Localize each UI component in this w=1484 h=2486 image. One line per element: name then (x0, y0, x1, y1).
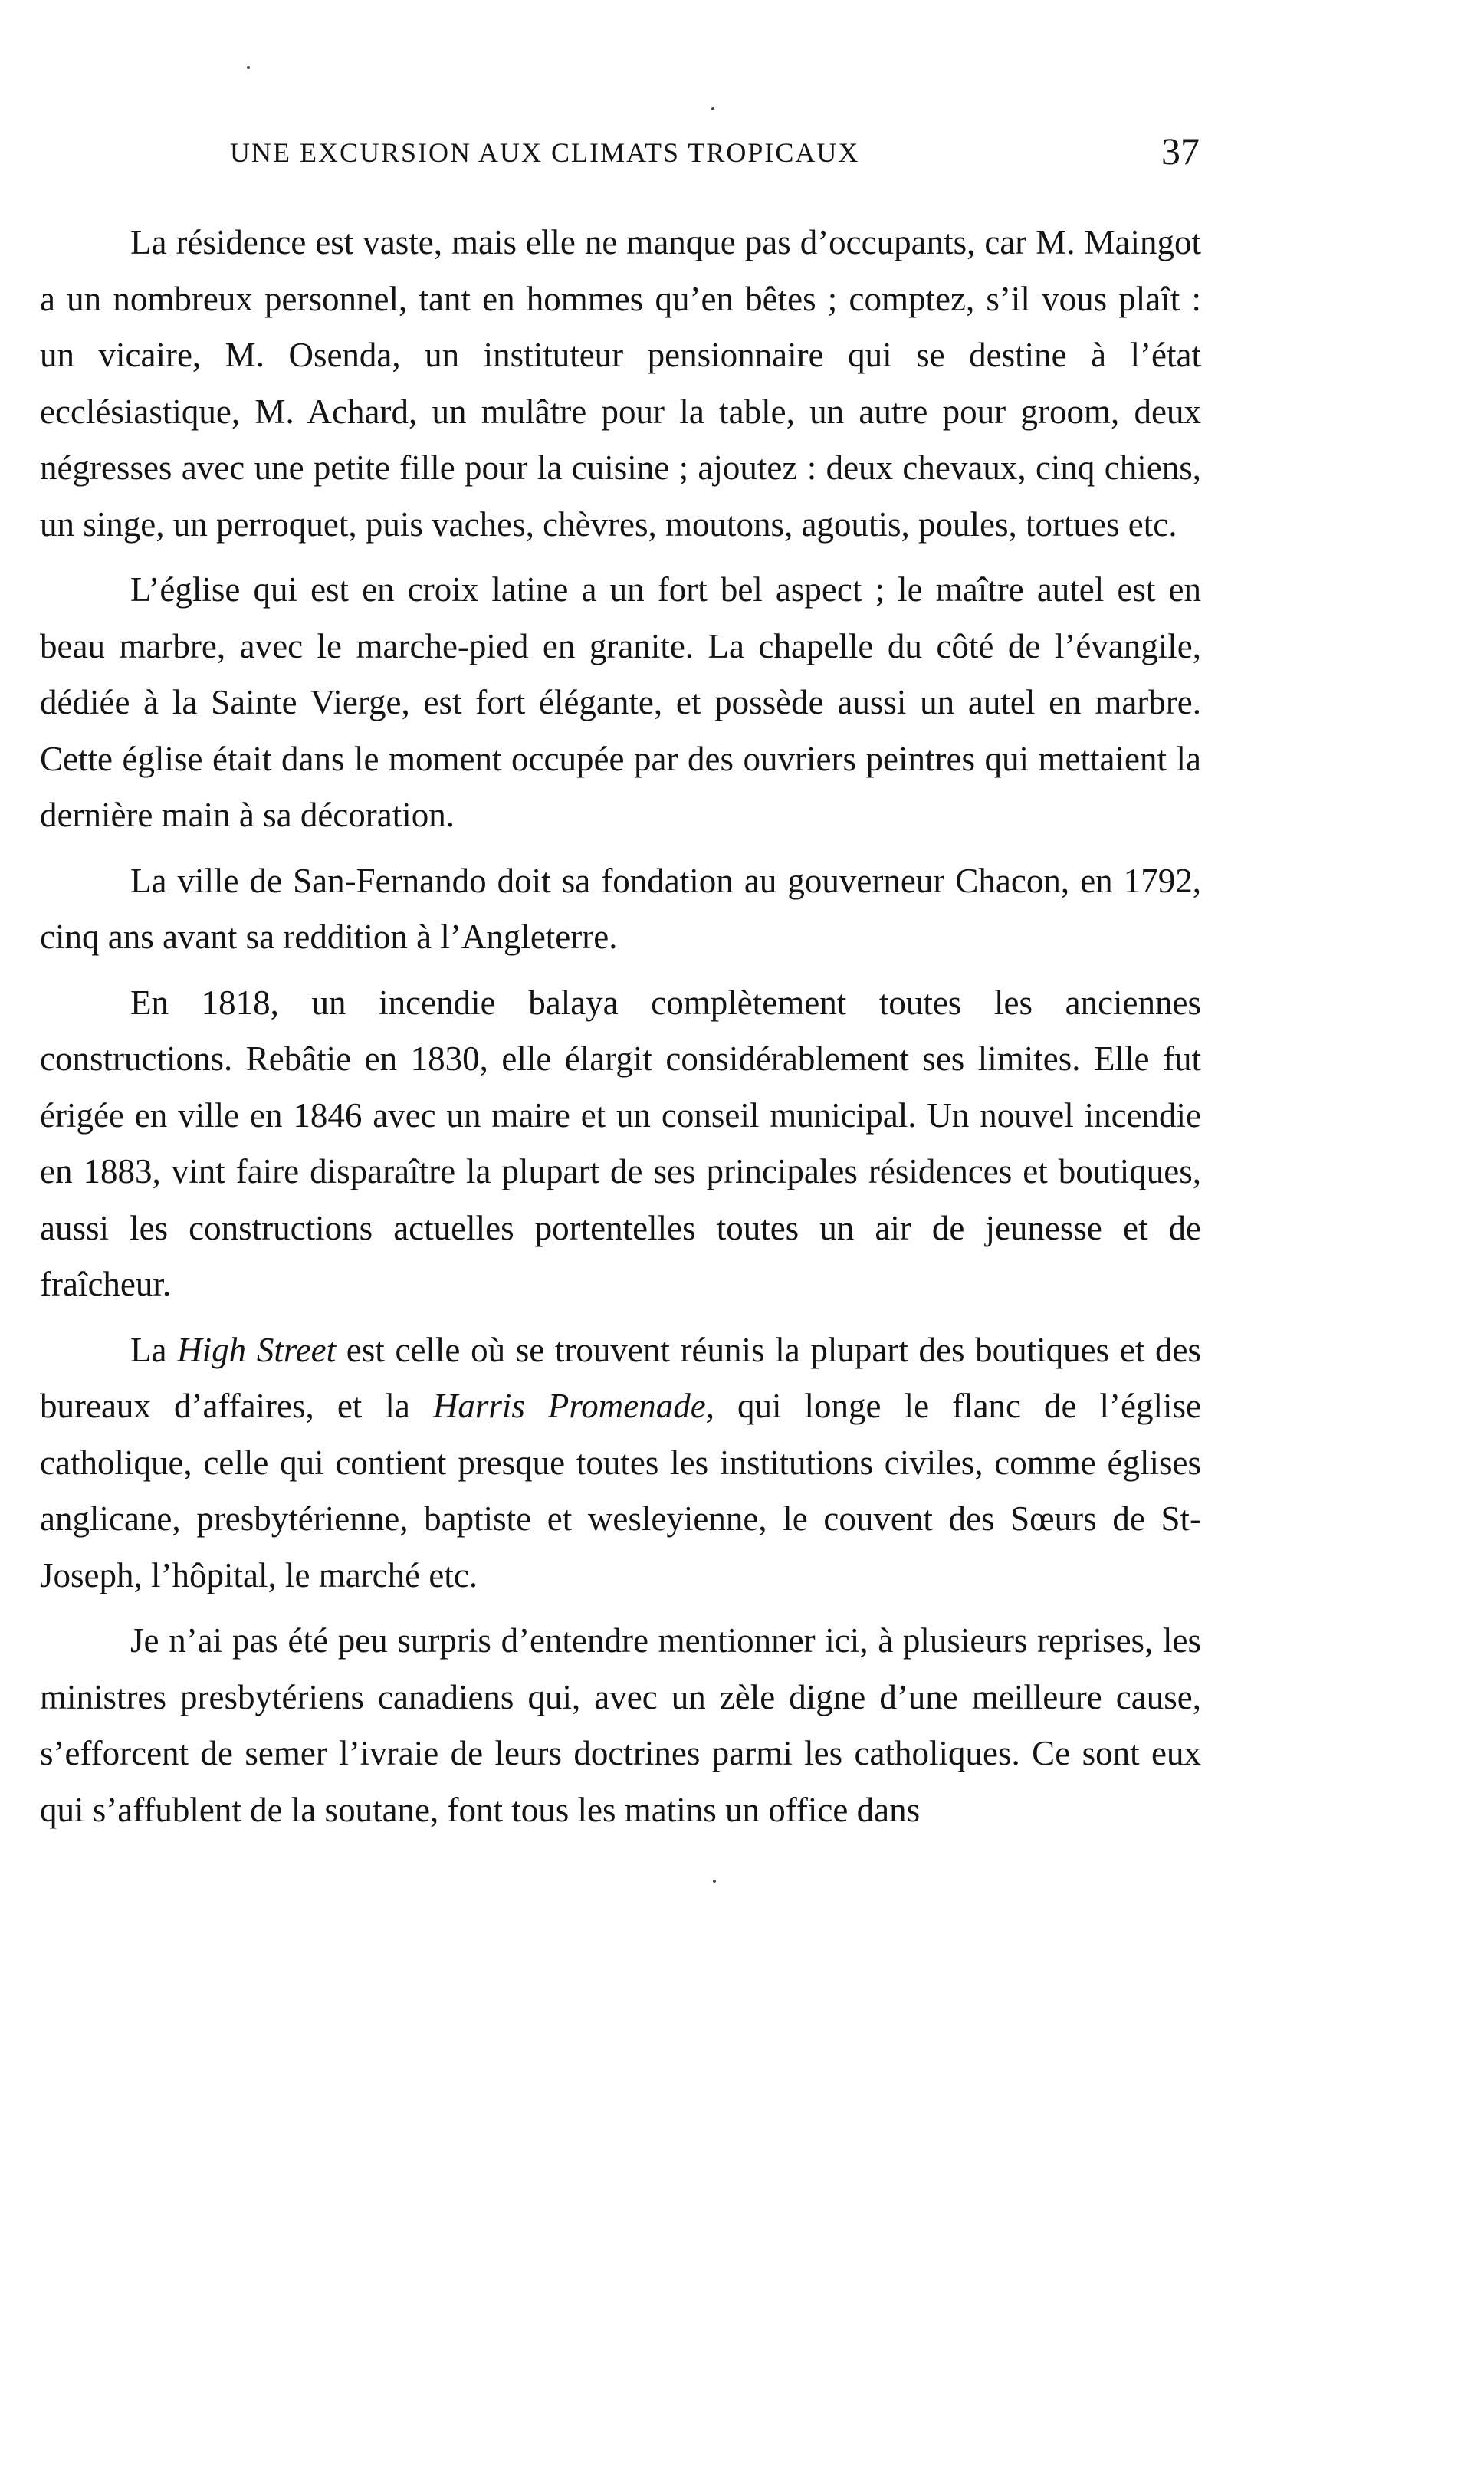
paragraph-5-text: La (130, 1330, 178, 1369)
paragraph-4: En 1818, un incendie balaya complètement toutes les anciennes constructions. Rebâtie en 1830, elle élargit considérablement ses limites. Elle fut érigée en ville en 1846 avec un maire et un conseil municipal. Un nouvel incendie en 1883, vint faire disparaître la plupart de ses principales résidences et boutiques, aussi les constructions actuelles portentelles toutes un air de jeunesse et de fraîcheur. (40, 983, 1201, 1303)
print-speck (247, 66, 250, 69)
paragraph-1: La résidence est vaste, mais elle ne manque pas d’occupants, car M. Maingot a un nombreux personnel, tant en hommes qu’en bêtes ; comptez, s’il vous plaît : un vicaire, M. Osenda, un instituteur pensionnaire qui se destine à l’état ecclésiastique, M. Achard, un mulâtre pour la table, un autre pour groom, deux négresses avec une petite fille pour la cuisine ; ajoutez : deux chevaux, cinq chiens, un singe, un perroquet, puis vaches, chèvres, moutons, agoutis, poules, tortues etc. (40, 223, 1201, 544)
paragraph-5-text: qui longe le flanc de l’église catholique, celle qui contient presque toutes les institutions civiles, comme églises anglicane, presbytérienne, baptiste et wesleyienne, le couvent des Sœurs de St-Joseph, l’hôpital, le marché etc. (40, 1387, 1202, 1594)
high-street-italic: High Street (177, 1330, 337, 1369)
harris-promenade-italic: Harris Promenade, (432, 1387, 714, 1425)
paragraph-3: La ville de San-Fernando doit sa fondation au gouverneur Chacon, en 1792, cinq ans avant sa reddition à l’Angleterre. (40, 861, 1201, 956)
running-header (230, 129, 1200, 182)
running-title: UNE EXCURSION AUX CLIMATS TROPICAUX (230, 137, 860, 168)
paragraph-2: L’église qui est en croix latine a un fort bel aspect ; le maître autel est en beau marbre, avec le marche-pied en granite. La chapelle du côté de l’évangile, dédiée à la Sainte Vierge, est fort élégante, et possède aussi un autel en marbre. Cette église était dans le moment occupée par des ouvriers peintres qui mettaient la dernière main à sa décoration. (40, 570, 1201, 834)
paragraph-5 (40, 1322, 1201, 1604)
print-speck (711, 107, 714, 110)
print-speck (713, 1880, 716, 1883)
body-text (40, 215, 1201, 1847)
paragraph-5-text: est celle où se trouvent réunis la plupart des boutiques et des bureaux d’affaires, et la (40, 1330, 1201, 1425)
paragraph-6: Je n’ai pas été peu surpris d’entendre mentionner ici, à plusieurs reprises, les ministres presbytériens canadiens qui, avec un zèle digne d’une meilleure cause, s’efforcent de semer l’ivraie de leurs doctrines parmi les catholiques. Ce sont eux qui s’affublent de la soutane, font tous les matins un office dans (40, 1621, 1201, 1829)
page-number: 37 (1161, 130, 1200, 172)
